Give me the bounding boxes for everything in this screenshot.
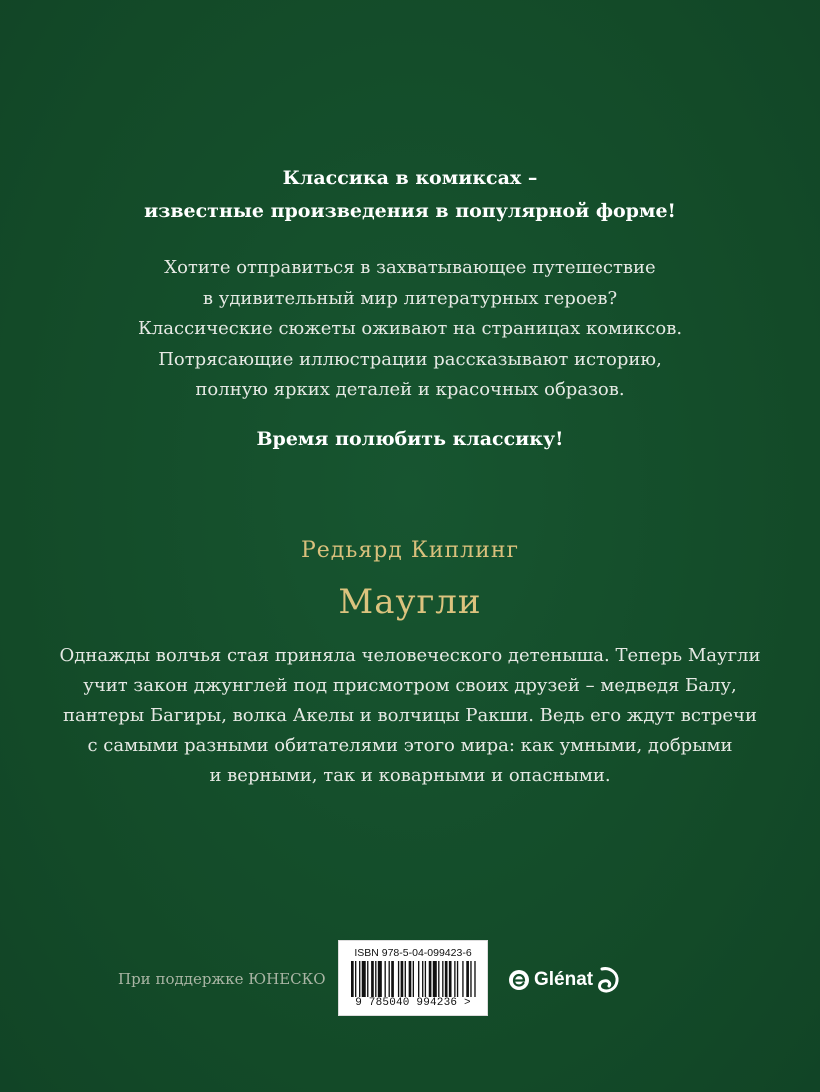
tagline-line-1: Классика в комиксах – (282, 167, 538, 189)
barcode-bar (429, 961, 432, 997)
intro-line: в удивительный мир литературных героев? (202, 287, 618, 309)
barcode-bar (371, 961, 374, 997)
barcode-bar (418, 961, 419, 997)
barcode-digits: 9 785040 994236 > (355, 997, 471, 1009)
barcode-bar (425, 961, 426, 997)
barcode-bar (385, 961, 386, 997)
synopsis-line: Однажды волчья стая приняла человеческого детеныша. Теперь Маугли (59, 645, 761, 666)
barcode-bars (351, 961, 477, 997)
publisher-e-logo-icon (508, 969, 530, 991)
barcode-bar (401, 961, 404, 997)
barcode-bar (409, 961, 412, 997)
barcode-bar (470, 961, 471, 997)
barcode-bar (445, 961, 448, 997)
isbn-barcode (338, 940, 488, 1016)
synopsis-line: с самыми разными обитателями этого мира: как умными, добрыми (87, 735, 733, 756)
isbn-number: ISBN 978-5-04-099423-6 (354, 947, 472, 959)
barcode-bar (351, 961, 354, 997)
barcode-bar (362, 961, 366, 997)
barcode-bar (398, 961, 399, 997)
barcode-bar (389, 961, 390, 997)
synopsis-line: учит закон джунглей под присмотром своих друзей – медведя Балу, (83, 675, 737, 696)
slogan: Время полюбить классику! (256, 428, 564, 450)
intro-line: Потрясающие иллюстрации рассказывают историю, (158, 348, 662, 370)
publisher-name: Glénat (534, 969, 594, 990)
barcode-bar (367, 961, 368, 997)
publisher-swirl-icon (596, 965, 622, 995)
barcode-bar (413, 961, 414, 997)
barcode-bar (442, 961, 443, 997)
barcode-bar (454, 961, 455, 997)
barcode-bar (462, 961, 463, 997)
intro-line: Классические сюжеты оживают на страницах комиксов. (137, 318, 683, 339)
barcode-bar (355, 961, 356, 997)
barcode-bar (422, 961, 423, 997)
author-name: Редьярд Киплинг (300, 538, 520, 563)
unesco-support-text: При поддержке ЮНЕСКО (118, 970, 326, 988)
barcode-bar (375, 961, 376, 997)
intro-paragraph (0, 253, 820, 406)
barcode-bar (391, 961, 394, 997)
barcode-bar (405, 961, 406, 997)
intro-line: полную ярких деталей и красочных образов. (195, 379, 625, 400)
barcode-bar (433, 961, 437, 997)
barcode-bar (466, 961, 469, 997)
synopsis-line: и верными, так и коварными и опасными. (209, 765, 611, 786)
publisher-logo (508, 960, 622, 1000)
synopsis-line: пантеры Багиры, волка Акелы и волчицы Ракши. Ведь его ждут встречи (63, 705, 757, 726)
barcode-bar (378, 961, 382, 997)
tagline (0, 162, 820, 228)
intro-line: Хотите отправиться в захватывающее путешествие (164, 257, 656, 278)
barcode-bar (359, 961, 360, 997)
book-title: Маугли (338, 582, 482, 622)
barcode-bar (449, 961, 452, 997)
barcode-bar (474, 961, 475, 997)
barcode-bar (438, 961, 439, 997)
barcode-bar (457, 961, 458, 997)
synopsis-paragraph (0, 641, 820, 791)
tagline-line-2: известные произведения в популярной форме! (144, 200, 676, 222)
